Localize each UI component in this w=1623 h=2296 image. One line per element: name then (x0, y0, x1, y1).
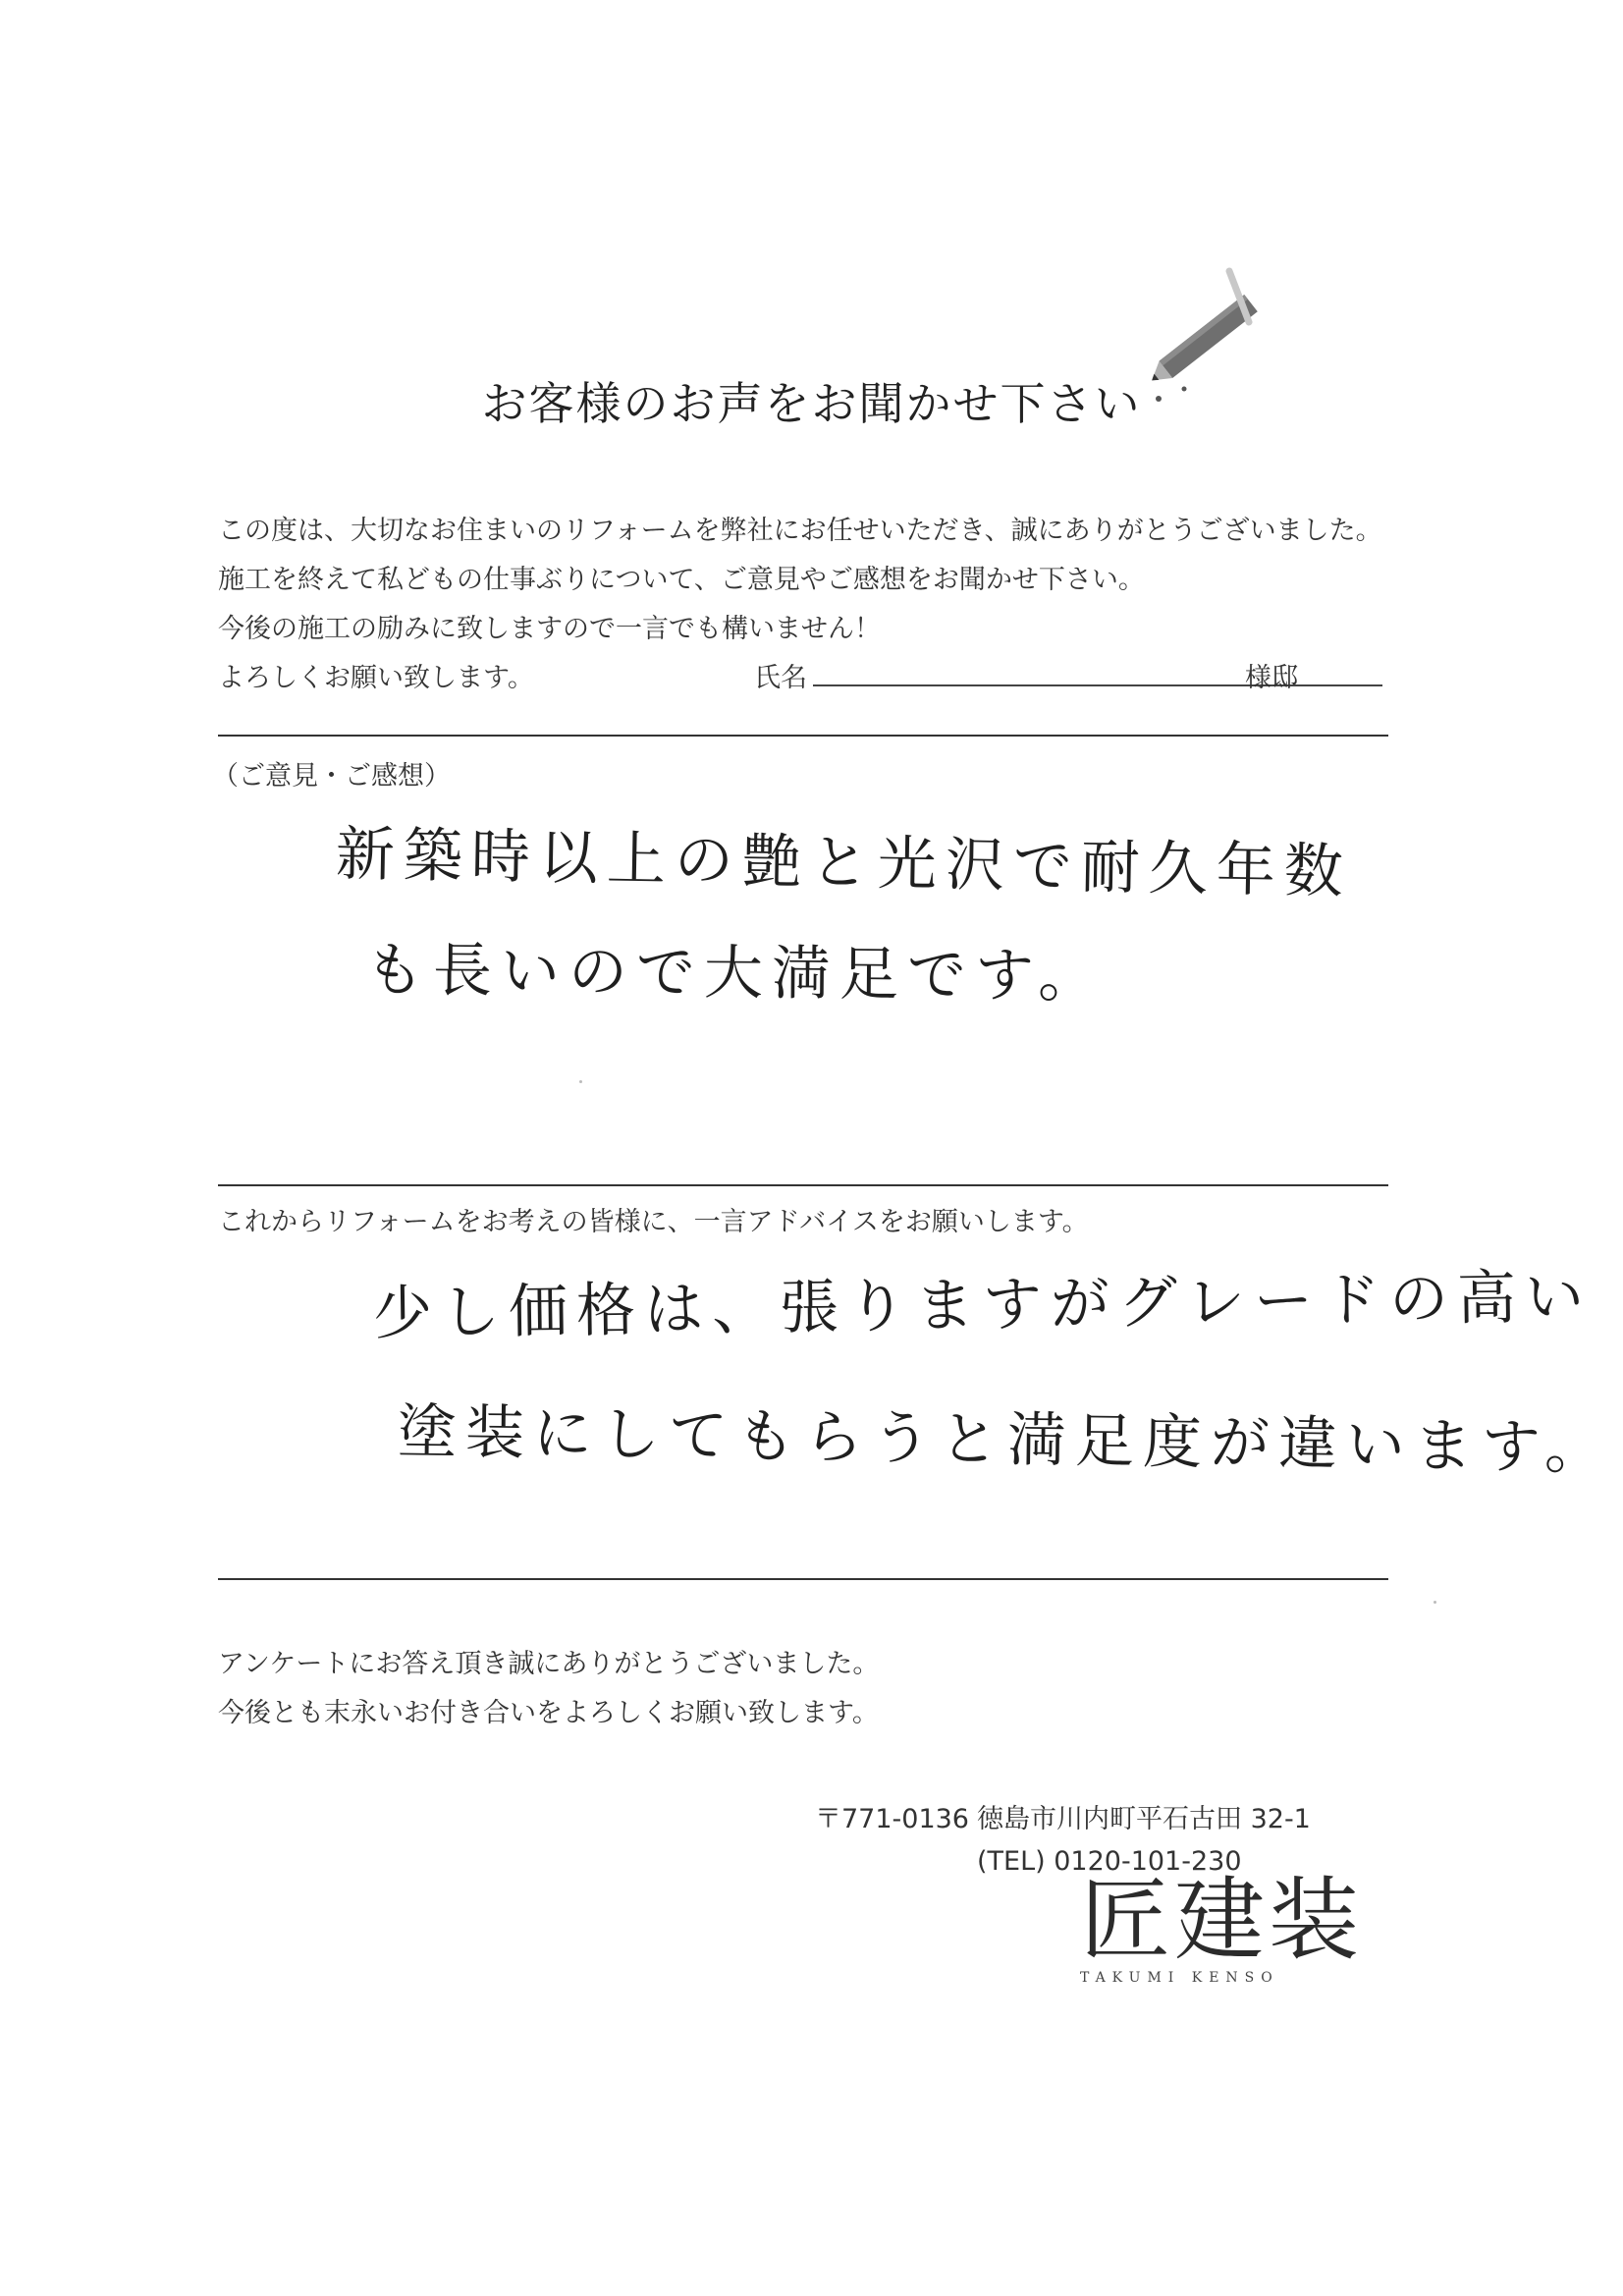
closing-line-2: 今後とも末永いお付き合いをよろしくお願い致します。 (218, 1698, 879, 1728)
intro-line-3: 今後の施工の励みに致しますので一言でも構いません！ (218, 614, 881, 644)
company-address: 徳島市川内町平石古田 32-1 (977, 1804, 1311, 1834)
advice-label: これからリフォームをお考えの皆様に、一言アドバイスをお願いします。 (218, 1207, 1089, 1237)
opinion-handwritten-line-2: も長いので大満足です。 (364, 936, 1107, 1011)
divider (218, 735, 1388, 737)
advice-handwritten-line-2: 塗装にしてもらうと満足度が違います。 (397, 1397, 1613, 1484)
form-title: お客様のお声をお聞かせ下さい (481, 377, 1142, 430)
intro-line-1: この度は、大切なお住まいのリフォームを弊社にお任せいただき、誠にありがとうございました。 (218, 516, 1382, 546)
divider (218, 1184, 1388, 1186)
intro-line-2: 施工を終えて私どもの仕事ぶりについて、ご意見やご感想をお聞かせ下さい。 (218, 565, 1145, 595)
paper-speck (1434, 1601, 1436, 1604)
closing-line-1: アンケートにお答え頂き誠にありがとうございました。 (218, 1649, 880, 1679)
name-suffix: 様邸 (1245, 663, 1298, 693)
opinion-handwritten-line-1: 新築時以上の艶と光沢で耐久年数 (335, 820, 1353, 907)
logo-subtext: TAKUMI KENSO (1080, 1970, 1279, 1986)
advice-handwritten-line-1: 少し価格は、張りますがグレードの高い (372, 1262, 1594, 1348)
logo-text: 匠建装 (1080, 1868, 1364, 1973)
company-tel: (TEL) 0120-101-230 (977, 1846, 1242, 1877)
name-label: 氏名 (754, 663, 807, 693)
paper-speck (579, 1080, 582, 1083)
pencil-icon (1139, 263, 1286, 420)
divider (218, 1578, 1388, 1580)
intro-line-4: よろしくお願い致します。 (218, 663, 534, 693)
postal-code: 〒771-0136 (815, 1804, 969, 1834)
company-logo (1080, 1868, 1375, 1986)
opinion-label: （ご意見・ご感想） (212, 761, 451, 792)
